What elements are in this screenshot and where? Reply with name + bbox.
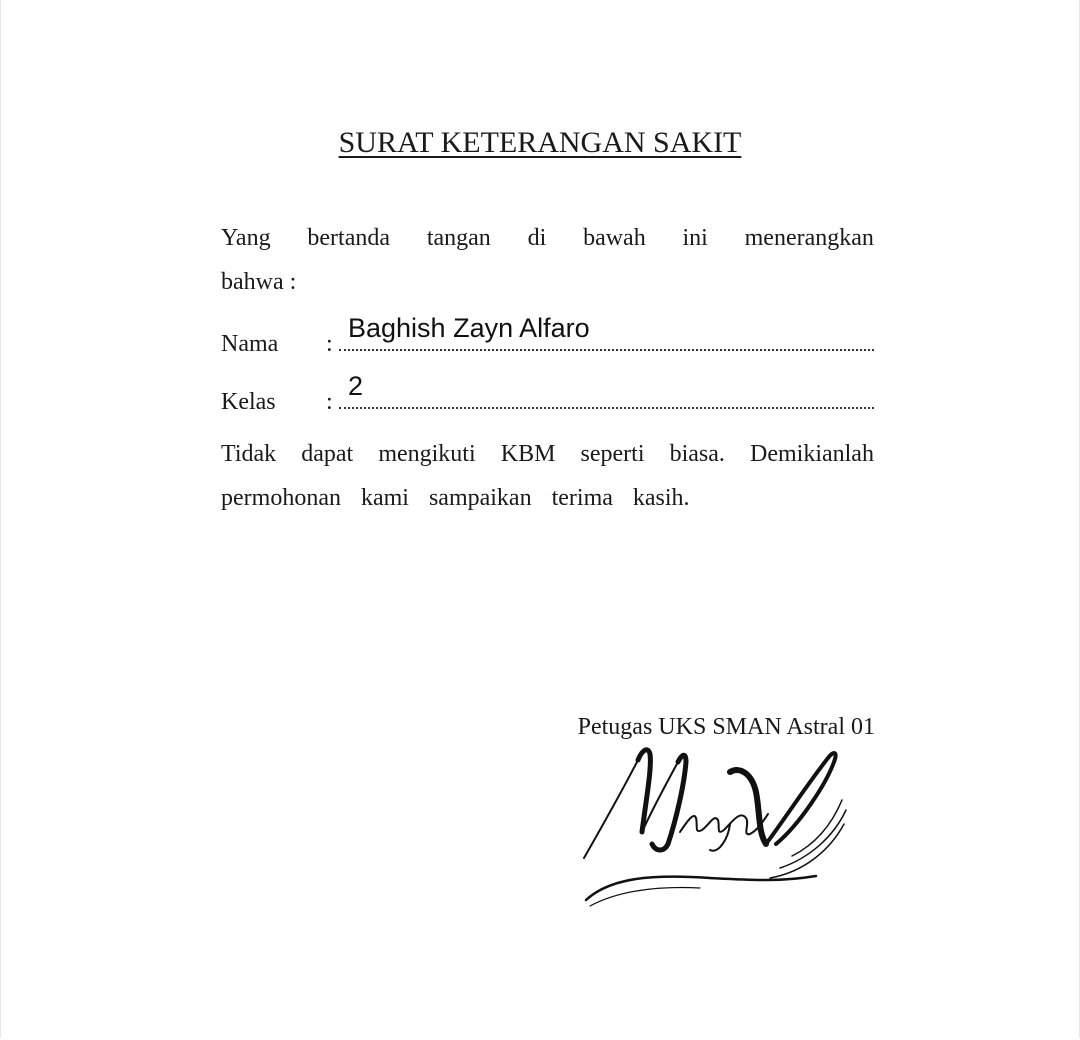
intro-word: menerangkan: [744, 225, 874, 251]
closing-word: mengikuti: [378, 441, 476, 467]
kelas-field: [221, 371, 874, 416]
intro-paragraph: [221, 216, 874, 304]
signature-stroke: [586, 876, 816, 900]
intro-word: bertanda: [307, 225, 391, 251]
signature-stroke: [730, 770, 766, 844]
kelas-dotted-line: [339, 407, 874, 409]
kelas-colon: :: [326, 389, 333, 415]
intro-word: ini: [682, 225, 708, 251]
document-title: SURAT KETERANGAN SAKIT: [338, 126, 742, 159]
signature-stroke: [680, 814, 768, 834]
signature-stroke: [584, 760, 638, 858]
intro-word: bawah: [583, 225, 646, 251]
closing-word: seperti: [580, 441, 645, 467]
closing-word: biasa.: [669, 441, 725, 467]
closing-line-2: permohonan kami sampaikan terima kasih.: [221, 485, 690, 511]
closing-word: dapat: [301, 441, 354, 467]
closing-word: KBM: [500, 441, 556, 467]
nama-colon: :: [326, 331, 333, 357]
nama-label: Nama: [221, 331, 279, 357]
kelas-label: Kelas: [221, 389, 276, 415]
intro-word: di: [527, 225, 547, 251]
closing-word: Tidak: [221, 441, 277, 467]
closing-word: Demikianlah: [750, 441, 874, 467]
signature-stroke: [766, 753, 836, 844]
intro-line-1: [221, 216, 874, 260]
closing-paragraph: [221, 432, 874, 520]
nama-field: [221, 313, 874, 358]
kelas-value: 2: [348, 371, 364, 401]
closing-line-1: [221, 432, 874, 476]
intro-word: tangan: [426, 225, 491, 251]
officer-title: Petugas UKS SMAN Astral 01: [577, 714, 875, 740]
nama-dotted-line: [339, 349, 874, 351]
intro-word: Yang: [221, 225, 271, 251]
signature-image: [580, 740, 850, 910]
signature-stroke: [590, 888, 700, 906]
intro-line-2: bahwa :: [221, 269, 297, 295]
nama-value: Baghish Zayn Alfaro: [348, 313, 590, 343]
